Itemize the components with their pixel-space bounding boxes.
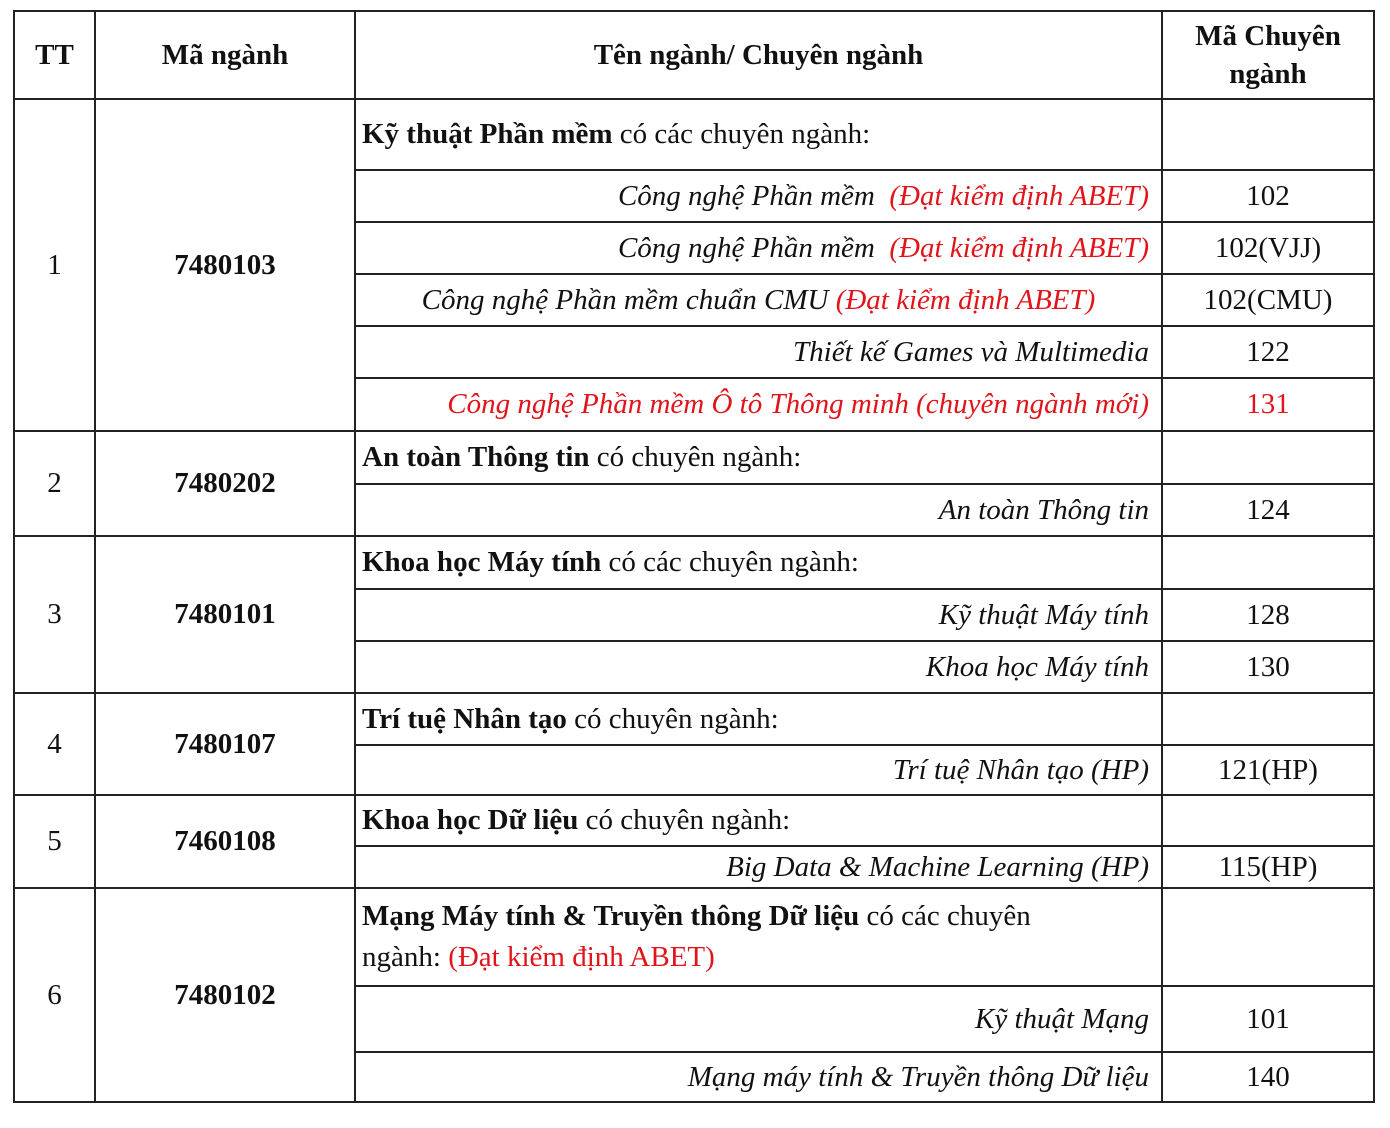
major-name: Khoa học Dữ liệu: [362, 804, 579, 836]
major-title: [355, 99, 1162, 170]
specialization: Kỹ thuật Mạng: [355, 986, 1162, 1052]
spec-code: 121(HP): [1162, 745, 1374, 795]
major-suffix: có chuyên ngành:: [578, 804, 791, 836]
major-title: [355, 431, 1162, 484]
major-title: [355, 693, 1162, 745]
major-code: 7480202: [95, 431, 355, 536]
row-number: 5: [14, 795, 95, 888]
spec-name: Công nghệ Phần mềm: [617, 179, 875, 212]
table-row: [14, 536, 1374, 589]
table-row: [14, 795, 1374, 846]
specialization: Kỹ thuật Máy tính: [355, 589, 1162, 641]
major-name: Trí tuệ Nhân tạo: [362, 702, 567, 735]
header-tt: TT: [14, 11, 95, 99]
major-name: Kỹ thuật Phần mềm: [362, 118, 613, 150]
major-name: Khoa học Máy tính: [362, 546, 602, 578]
spec-code: 115(HP): [1162, 846, 1374, 888]
spec-code: 140: [1162, 1052, 1374, 1102]
header-ma-nganh: Mã ngành: [95, 11, 355, 99]
spec-code: 102(VJJ): [1162, 222, 1374, 274]
spec-code: 122: [1162, 326, 1374, 378]
major-suffix: có chuyên ngành:: [589, 441, 802, 473]
major-title: [355, 536, 1162, 589]
major-suffix: có chuyên ngành:: [566, 702, 779, 735]
major-code: 7460108: [95, 795, 355, 888]
specialization: [355, 222, 1162, 274]
major-title: [355, 888, 1162, 986]
major-code: 7480102: [95, 888, 355, 1102]
spec-code: 101: [1162, 986, 1374, 1052]
major-code: 7480107: [95, 693, 355, 795]
header-ten-nganh: Tên ngành/ Chuyên ngành: [355, 11, 1162, 99]
row-number: 2: [14, 431, 95, 536]
major-suffix: có các chuyên: [859, 900, 1031, 932]
major-suffix-line2: ngành:: [362, 941, 449, 973]
spec-code: 128: [1162, 589, 1374, 641]
abet-note: (Đạt kiểm định ABET): [889, 231, 1149, 264]
empty-cell: [1162, 431, 1374, 484]
header-row: [14, 11, 1374, 99]
empty-cell: [1162, 536, 1374, 589]
abet-note: (Đạt kiểm định ABET): [889, 179, 1149, 212]
specialization: Khoa học Máy tính: [355, 641, 1162, 693]
major-name: Mạng Máy tính & Truyền thông Dữ liệu: [362, 900, 860, 932]
abet-note: (Đạt kiểm định ABET): [448, 941, 715, 973]
specialization: [355, 274, 1162, 326]
table-row: [14, 99, 1374, 170]
spec-code: 102: [1162, 170, 1374, 222]
table-row: [14, 888, 1374, 986]
spec-code: 131: [1162, 378, 1374, 431]
empty-cell: [1162, 99, 1374, 170]
specialization: Công nghệ Phần mềm Ô tô Thông minh (chuyên ngành mới): [355, 378, 1162, 431]
major-code: 7480101: [95, 536, 355, 693]
specialization: Big Data & Machine Learning (HP): [355, 846, 1162, 888]
specialization: Mạng máy tính & Truyền thông Dữ liệu: [355, 1052, 1162, 1102]
specialization: Trí tuệ Nhân tạo (HP): [355, 745, 1162, 795]
table-row: [14, 693, 1374, 745]
abet-note: (Đạt kiểm định ABET): [835, 283, 1096, 316]
empty-cell: [1162, 795, 1374, 846]
spec-code: 130: [1162, 641, 1374, 693]
major-suffix: có các chuyên ngành:: [612, 118, 871, 150]
row-number: 1: [14, 99, 95, 431]
empty-cell: [1162, 693, 1374, 745]
row-number: 6: [14, 888, 95, 1102]
row-number: 3: [14, 536, 95, 693]
major-code: 7480103: [95, 99, 355, 431]
specialization: An toàn Thông tin: [355, 484, 1162, 536]
row-number: 4: [14, 693, 95, 795]
header-ma-chuyen-nganh: [1162, 11, 1374, 99]
spec-code: 124: [1162, 484, 1374, 536]
spec-name: Công nghệ Phần mềm: [617, 231, 875, 264]
empty-cell: [1162, 888, 1374, 986]
header-ma-chuyen-nganh-line2: ngành: [1229, 58, 1307, 90]
spec-name: Công nghệ Phần mềm chuẩn CMU: [421, 283, 829, 316]
header-ma-chuyen-nganh-line1: Mã Chuyên: [1195, 20, 1341, 52]
major-name: An toàn Thông tin: [362, 441, 590, 473]
majors-table: [13, 10, 1375, 1103]
major-suffix: có các chuyên ngành:: [601, 546, 859, 578]
major-title: [355, 795, 1162, 846]
table-row: [14, 431, 1374, 484]
specialization: [355, 170, 1162, 222]
spec-code: 102(CMU): [1162, 274, 1374, 326]
specialization: Thiết kế Games và Multimedia: [355, 326, 1162, 378]
